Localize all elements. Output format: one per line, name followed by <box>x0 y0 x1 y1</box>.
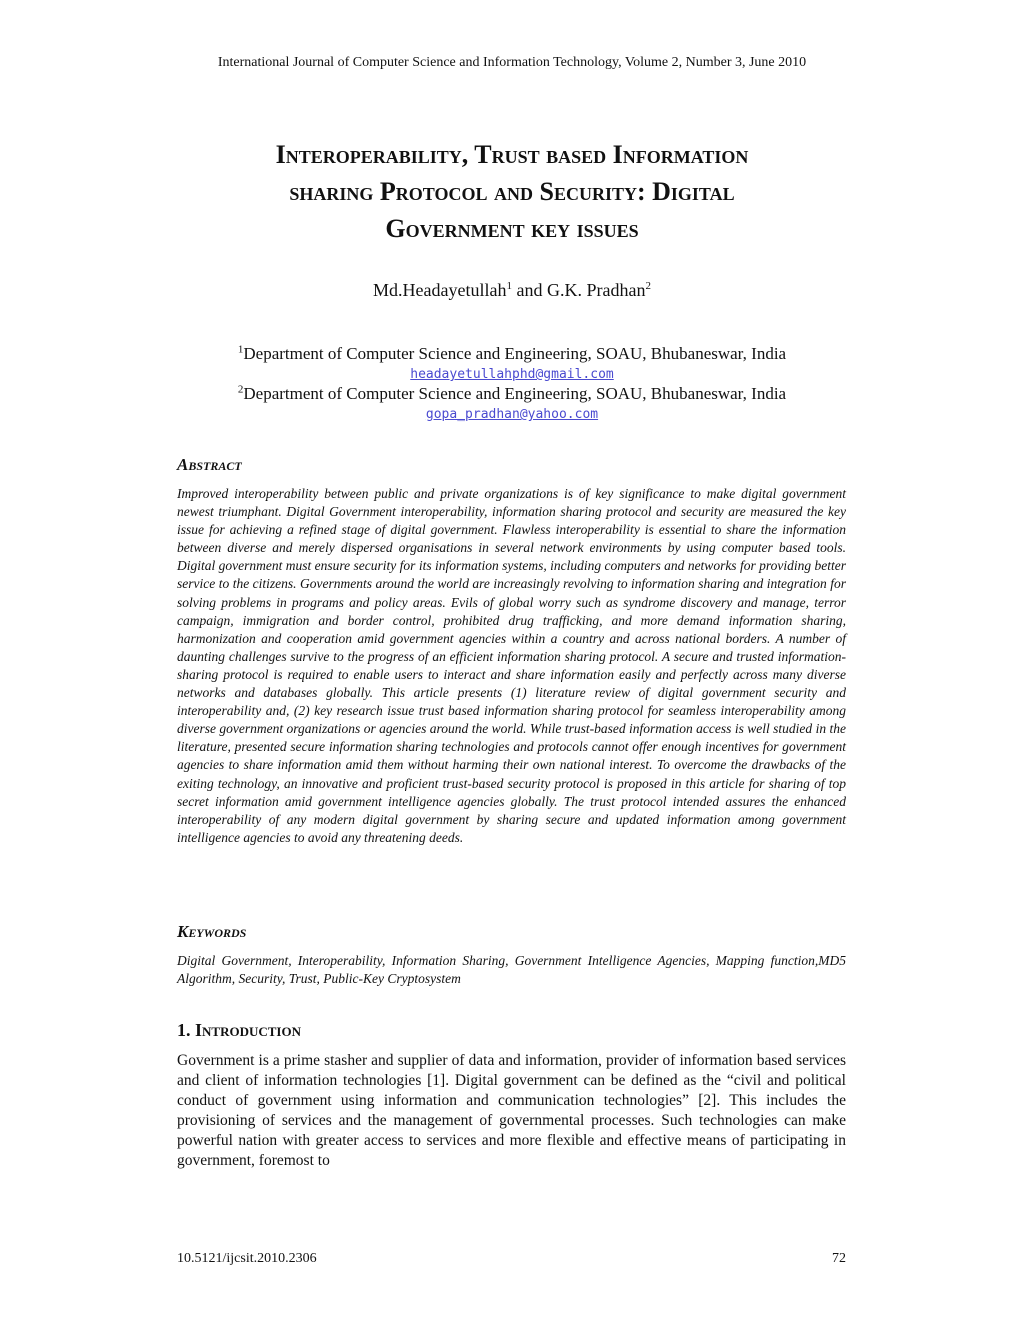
author-1: Md.Headayetullah <box>373 280 507 300</box>
footer-doi: 10.5121/ijcsit.2010.2306 <box>177 1251 317 1266</box>
title-line-2: sharing Protocol and Security: Digital <box>289 177 735 206</box>
paper-title <box>150 136 874 247</box>
page-number: 72 <box>832 1251 846 1266</box>
affiliation-1-text: Department of Computer Science and Engineering, SOAU, Bhubaneswar, India <box>243 344 787 363</box>
author-1-mark: 1 <box>506 280 512 292</box>
affiliation-1-mark: 1 <box>237 343 244 356</box>
affiliation-2 <box>0 384 1024 404</box>
title-line-1: Interoperability, Trust based Information <box>275 140 749 169</box>
author-2-mark: 2 <box>645 280 651 292</box>
author-2: G.K. Pradhan <box>546 280 646 300</box>
affiliation-1 <box>0 344 1024 364</box>
introduction-heading: 1. Introduction <box>177 1020 301 1040</box>
keywords-heading: Keywords <box>177 922 247 941</box>
author-line <box>0 280 1024 301</box>
email-link-1[interactable]: headayetullahphd@gmail.com <box>410 367 614 382</box>
abstract-body: Improved interoperability between public and private organizations is of key significance to make digital government newest triumphant. Digital Government interoperability, information sharing protocol and security are measured the key issue for achieving a refined stage of digital government. Flawless interoperability is essential to share the information between diverse and merely dispersed organisations in several network environments by using computer based tools. Digital government must ensure security for its information systems, including computers and networks for providing better service to the citizens. Governments around the world are increasingly revolving to information sharing and integration for solving problems in programs and policy areas. Evils of global worry such as syndrome discovery and manage, terror campaign, immigration and border control, prohibited drug trafficking, and more demand information sharing, harmonization and cooperation amid government agencies within a country and across national borders. A number of daunting challenges survive to the progress of an efficient information sharing protocol. A secure and trusted information-sharing protocol is required to enable users to interact and share information easily and perfectly across many diverse networks and databases globally. This article presents (1) literature review of digital government security and interoperability and, (2) key research issue trust based information sharing protocol for seamless interoperability among diverse government organizations or agencies around the world. While trust-based information access is well studied in the literature, presented secure information sharing technologies and protocols cannot offer enough incentives for government agencies to share information amid them without harming their own national interest. To overcome the drawbacks of the exiting technology, an innovative and proficient trust-based security protocol is proposed in this article for sharing of top secret information amid government intelligence agencies globally. The trust protocol intended assures the enhanced interoperability of any modern digital government by sharing secure and updated information among government intelligence agencies to avoid any threatening deeds. <box>177 486 846 845</box>
journal-header: International Journal of Computer Science and Information Technology, Volume 2, Number 3, June 2010 <box>217 55 807 70</box>
affiliation-2-text: Department of Computer Science and Engineering, SOAU, Bhubaneswar, India <box>243 384 787 403</box>
abstract-heading: Abstract <box>177 455 242 474</box>
email-link-2[interactable]: gopa_pradhan@yahoo.com <box>425 407 599 422</box>
introduction-body: Government is a prime stasher and supplier of data and information, provider of information based services and client of information technologies [1]. Digital government can be defined as the “civil and political conduct of government using information and communication technologies” [2]. This includes the provisioning of services and the management of governmental processes. Such technologies can make powerful nation with greater access to services and more flexible and effective means of participating in government, foremost to <box>177 1052 846 1169</box>
affiliation-2-mark: 2 <box>237 383 244 396</box>
keywords-body: Digital Government, Interoperability, Information Sharing, Government Intelligence Agencies, Mapping function,MD5 Algorithm, Security, Trust, Public-Key Cryptosystem <box>177 953 846 987</box>
title-line-3: Government key issues <box>385 214 639 243</box>
author-conjunction: and <box>511 280 547 300</box>
